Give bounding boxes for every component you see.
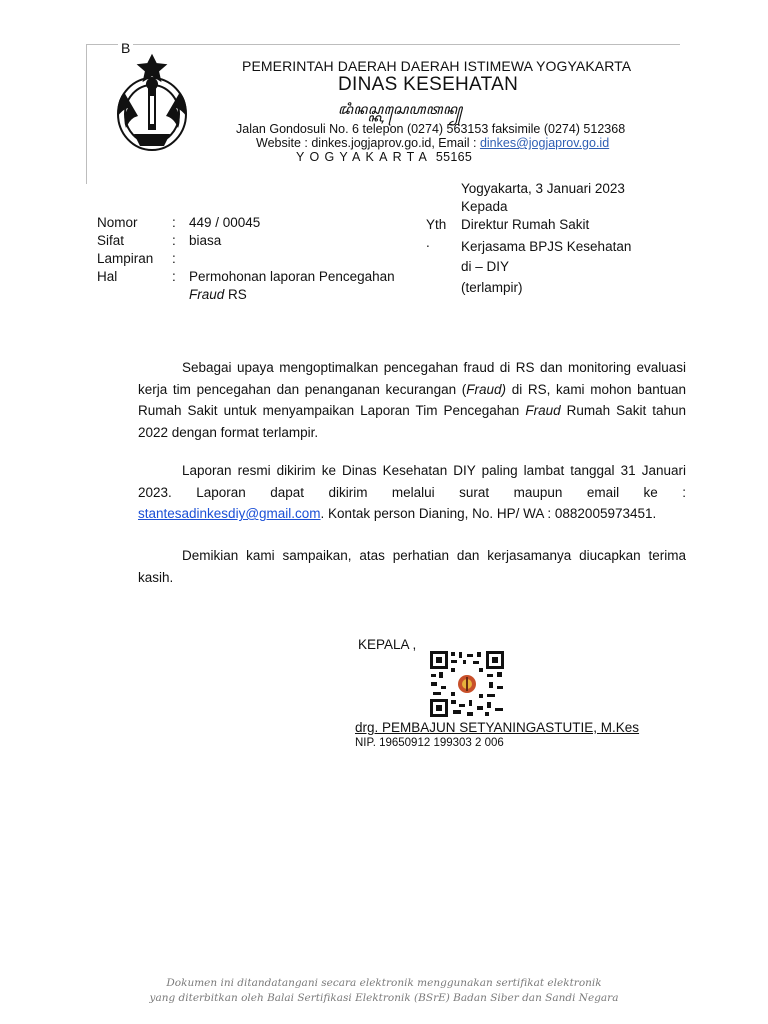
agency-contact [256,136,609,150]
recipient-yth: Yth [426,217,447,232]
letter-mark: B [118,40,133,56]
hal-label: Hal [97,269,118,284]
signer-name: drg. PEMBAJUN SETYANINGASTUTIE, M.Kes [355,720,640,735]
header-top-rule [86,44,680,45]
recipient-line-4: (terlampir) [461,280,523,295]
government-name: PEMERINTAH DAERAH DAERAH ISTIMEWA YOGYAKARTA [242,58,632,74]
agency-name-javanese: ꦢꦶꦤꦱ꧀ꦏꦱꦺꦲꦠꦤ꧀ [338,102,463,118]
hal-rs: RS [224,287,247,302]
hal-value-line-2 [189,286,395,304]
p1-part-a: Sebagai upaya mengoptimalkan pencegahan fraud di RS dan monitoring evaluasi kerja tim pencegahan dan penanganan kecurangan ( [138,360,686,397]
body-paragraph-2 [138,460,686,525]
contact-email-link[interactable]: stantesadinkesdiy@gmail.com [138,506,321,521]
recipient-yth-dot: . [426,235,430,250]
city-name: YOGYAKARTA [296,150,433,164]
sifat-colon: : [172,233,176,248]
footer-line-1: Dokumen ini ditandatangani secara elektronik menggunakan sertifikat elektronik [166,977,602,989]
nomor-label: Nomor [97,215,138,230]
agency-address: Jalan Gondosuli No. 6 telepon (0274) 563153 faksimile (0274) 512368 [236,122,626,136]
hal-value [189,268,395,304]
p1-fraud-2: Fraud [525,403,561,418]
agency-city [296,150,472,164]
agency-name: DINAS KESEHATAN [338,74,519,95]
body-paragraph-1 [138,357,686,443]
agency-email-link[interactable]: dinkes@jogjaprov.go.id [479,136,610,150]
signature-title: KEPALA , [358,637,417,652]
hal-value-line-1: Permohonan laporan Pencegahan [189,269,395,284]
p3-text: Demikian kami sampaikan, atas perhatian dan kerjasamanya diucapkan terima kasih. [138,548,686,585]
nomor-colon: : [172,215,176,230]
header-left-rule [86,44,87,184]
body-paragraph-3 [138,545,686,588]
p2-part-a: Laporan resmi dikirim ke Dinas Kesehatan DIY paling lambat tanggal 31 Januari 2023. Laporan dapat dikirim melalui surat maupun email ke : [138,463,686,500]
recipient-line-2: Kerjasama BPJS Kesehatan [461,239,632,254]
website-text: Website : dinkes.jogjaprov.go.id, Email : [256,136,480,150]
p1-part-c: Rumah Sakit tahun 2022 dengan format terlampir. [138,403,686,440]
sifat-value: biasa [189,233,222,248]
recipient-line-1: Direktur Rumah Sakit [461,217,590,232]
hal-colon: : [172,269,176,284]
postal-code: 55165 [435,150,473,164]
p1-part-b: di RS, kami mohon bantuan Rumah Sakit untuk menyampaikan Laporan Tim Pencegahan [138,381,686,418]
p1-fraud-1: Fraud) [466,381,507,397]
footer-line-2: yang diterbitkan oleh Balai Sertifikasi Elektronik (BSrE) Badan Siber dan Sandi Negara [149,992,619,1004]
qr-code-signature-icon[interactable] [429,650,505,718]
letter-date: Yogyakarta, 3 Januari 2023 [461,181,625,196]
lampiran-label: Lampiran [97,251,154,266]
p2-part-b: . Kontak person Dianing, No. HP/ WA : 0882005973451. [320,506,657,521]
sifat-label: Sifat [97,233,125,248]
recipient-kepada: Kepada [461,199,508,214]
recipient-line-3: di – DIY [461,259,510,274]
hal-fraud-italic: Fraud [189,287,225,302]
coat-of-arms-logo-icon [104,52,200,156]
nomor-value: 449 / 00045 [189,215,261,230]
lampiran-colon: : [172,251,176,266]
signer-nip: NIP. 19650912 199303 2 006 [355,737,504,749]
